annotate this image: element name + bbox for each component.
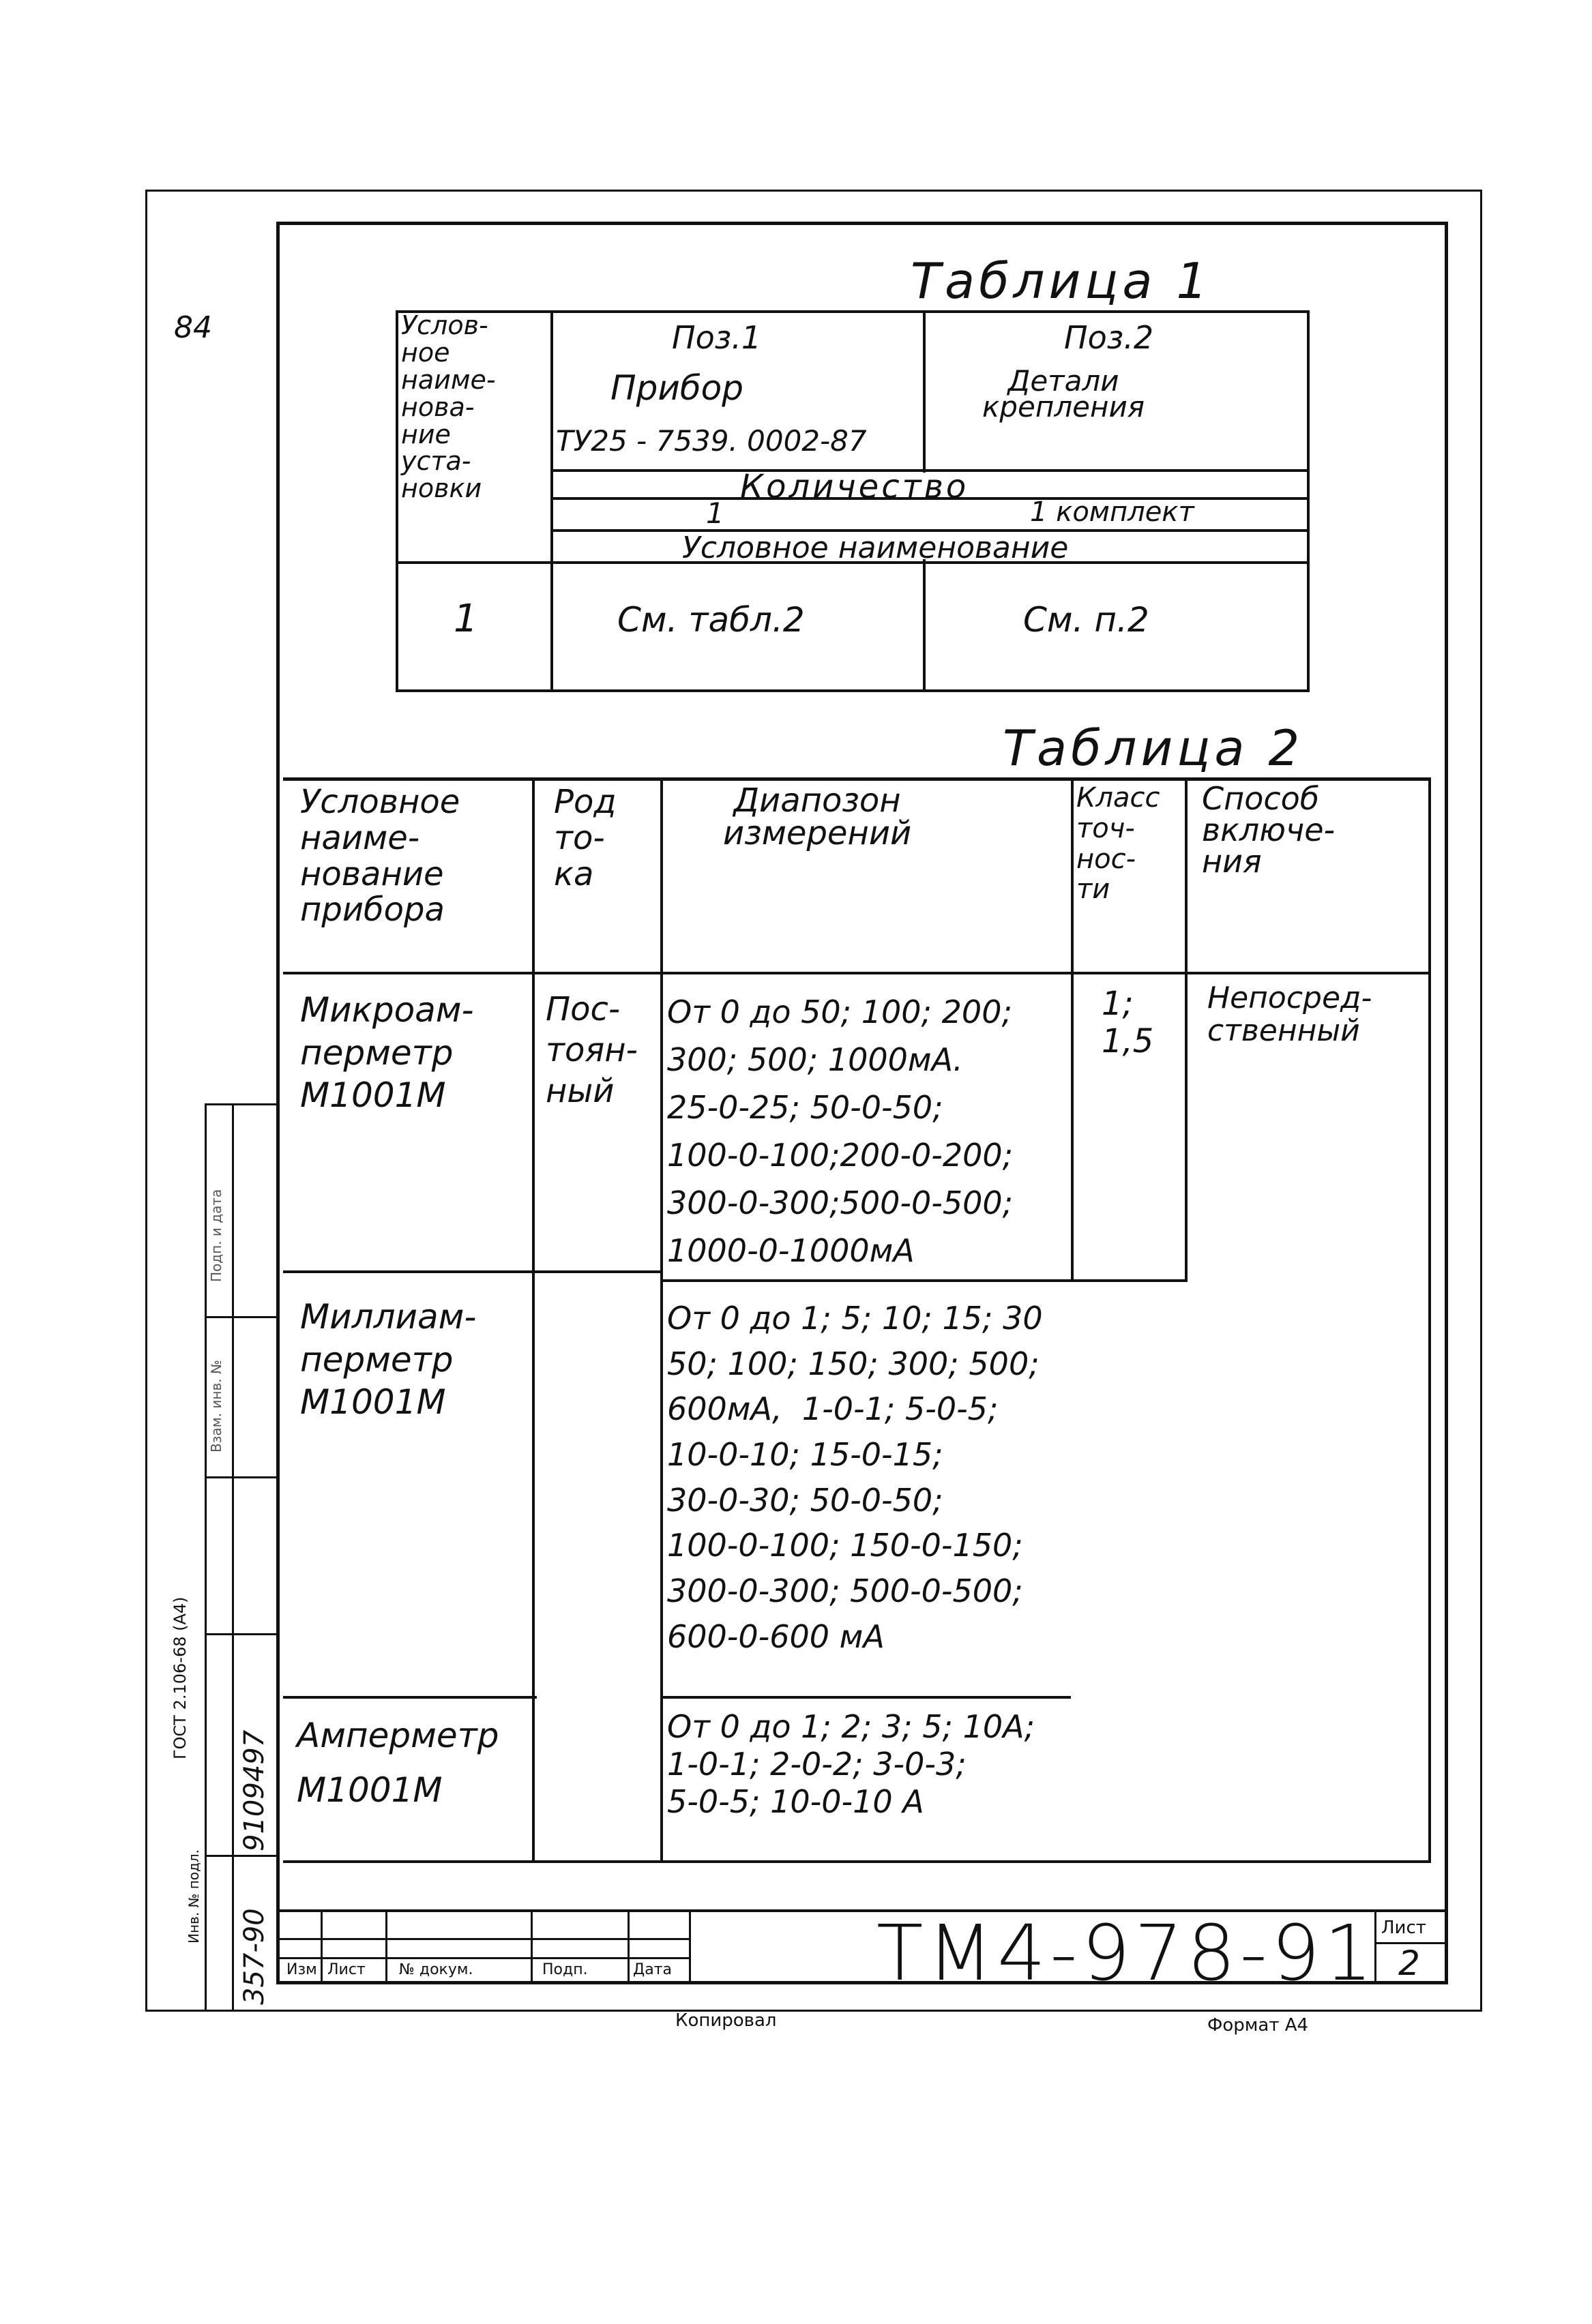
footer-copied: Копировал — [675, 2010, 777, 2031]
table1-col-install-header: Услов- ное наиме- нова- ние уста- новки — [401, 310, 496, 504]
table1-pos1-title: Поз.1 — [672, 319, 762, 356]
title-col-signature: Подп. — [542, 1961, 588, 1978]
title-col-date: Дата — [633, 1961, 672, 1978]
table1-row-pos2: См. п.2 — [1023, 600, 1149, 640]
title-block-v5 — [689, 1909, 691, 1984]
sheet-number: 2 — [1398, 1943, 1420, 1983]
table2-header-current-type: Род то- ка — [554, 783, 617, 893]
table2-row1-accuracy: 1; 1,5 — [1102, 985, 1154, 1061]
table2-row2-name: Миллиам- перметр М1001М — [300, 1297, 477, 1422]
title-col-sheet: Лист — [327, 1961, 366, 1978]
table2-hline-row2-a — [283, 1696, 537, 1699]
title-block-v4 — [628, 1909, 630, 1984]
side-strip-left — [205, 1103, 207, 2010]
side-handwritten-2: 9109497 — [239, 1729, 270, 1851]
table2-title: Таблица 2 — [1003, 719, 1304, 777]
side-label-inventory: Инв. № подл. — [186, 1849, 202, 1943]
table2-header-accuracy: Класс точ- нос- ти — [1076, 782, 1160, 906]
side-strip-mid — [232, 1103, 234, 2010]
side-label-replace-inventory: Взам. инв. № — [208, 1360, 224, 1452]
table1-title: Таблица 1 — [911, 252, 1212, 310]
table2-row1-range: От 0 до 50; 100; 200; 300; 500; 1000мА. 25-0-25; 50-0-50; 100-0-100;200-0-200; 300-0-300;500-0-500; 1000-0-1000мА — [667, 994, 1014, 1269]
table2-row3-name: Амперметр М1001М — [297, 1716, 499, 1810]
table2-hline-bottom — [283, 1860, 1431, 1863]
side-strip-h3 — [205, 1633, 280, 1635]
side-handwritten-1: 357-90 — [239, 1908, 270, 2005]
table1-quantity-label: Количество — [740, 468, 969, 506]
table1-row-pos1: См. табл.2 — [617, 600, 805, 640]
table1-qty-pos1: 1 — [706, 496, 724, 530]
page-number: 84 — [174, 310, 212, 345]
form-code: ГОСТ 2.106-68 (А4) — [171, 1596, 190, 1759]
table2-hline-row1-a — [283, 1270, 663, 1273]
footer-format: Формат А4 — [1207, 2015, 1309, 2036]
table1-pos2-name: Детали крепления — [982, 364, 1145, 423]
table2-vline-4 — [1185, 777, 1188, 1282]
table2-hline-row1-b — [660, 1279, 1187, 1282]
table1-row-install: 1 — [454, 597, 478, 641]
side-strip-h4 — [205, 1855, 280, 1857]
table1-pos2-title: Поз.2 — [1064, 319, 1154, 356]
table2-row1-current: Пос- тоян- ный — [546, 990, 638, 1110]
table2-row2-range: От 0 до 1; 5; 10; 15; 30 50; 100; 150; 300; 500; 600мА, 1-0-1; 5-0-5; 10-0-10; 15-0-15; 30-0-30; 50-0-50; 100-0-100; 150-0-150; 300-0-300; 500-0-500; 600-0-600 мА — [667, 1300, 1043, 1655]
title-col-doc-number: № докум. — [399, 1961, 473, 1978]
title-block-v1 — [321, 1909, 323, 1984]
table2-row1-method: Непосред- ственный — [1207, 981, 1372, 1049]
side-strip-h1 — [205, 1316, 280, 1318]
table1-qty-pos2: 1 комплект — [1030, 496, 1194, 528]
table2-vline-1 — [532, 777, 535, 1863]
table2-header-device-name: Условное наиме- нование прибора — [300, 783, 460, 929]
table2-hline-row2-b — [660, 1696, 1071, 1699]
table2-hline-header — [283, 972, 1431, 974]
table1-vline-2 — [923, 310, 926, 473]
table2-row3-range: От 0 до 1; 2; 3; 5; 10А; 1-0-1; 2-0-2; 3-0-3; 5-0-5; 10-0-10 А — [667, 1708, 1035, 1821]
table2-vline-2 — [660, 777, 663, 1863]
table2-header-method: Способ включе- ния — [1202, 780, 1336, 880]
side-strip-h2 — [205, 1476, 280, 1478]
table1-conditional-name-label: Условное наименование — [682, 531, 1069, 565]
title-block-v3 — [531, 1909, 533, 1984]
table2-row1-name: Микроам- перметр М1001М — [300, 990, 474, 1115]
table2-header-range: Диапозон измерений — [723, 781, 912, 852]
title-block-v2 — [385, 1909, 387, 1984]
table1-pos1-name: Прибор — [610, 368, 743, 408]
side-label-signature-date: Подп. и дата — [208, 1189, 224, 1282]
title-col-change: Изм — [286, 1961, 317, 1978]
table1-pos1-spec: ТУ25 - 7539. 0002-87 — [556, 424, 867, 458]
table2-vline-3 — [1071, 777, 1074, 1282]
sheet-label: Лист — [1381, 1918, 1426, 1938]
document-number: ТМ4-978-91 — [876, 1909, 1377, 1998]
table1-vline-3 — [923, 559, 926, 692]
table1-vline-1 — [550, 310, 553, 692]
side-strip-top — [205, 1103, 280, 1105]
